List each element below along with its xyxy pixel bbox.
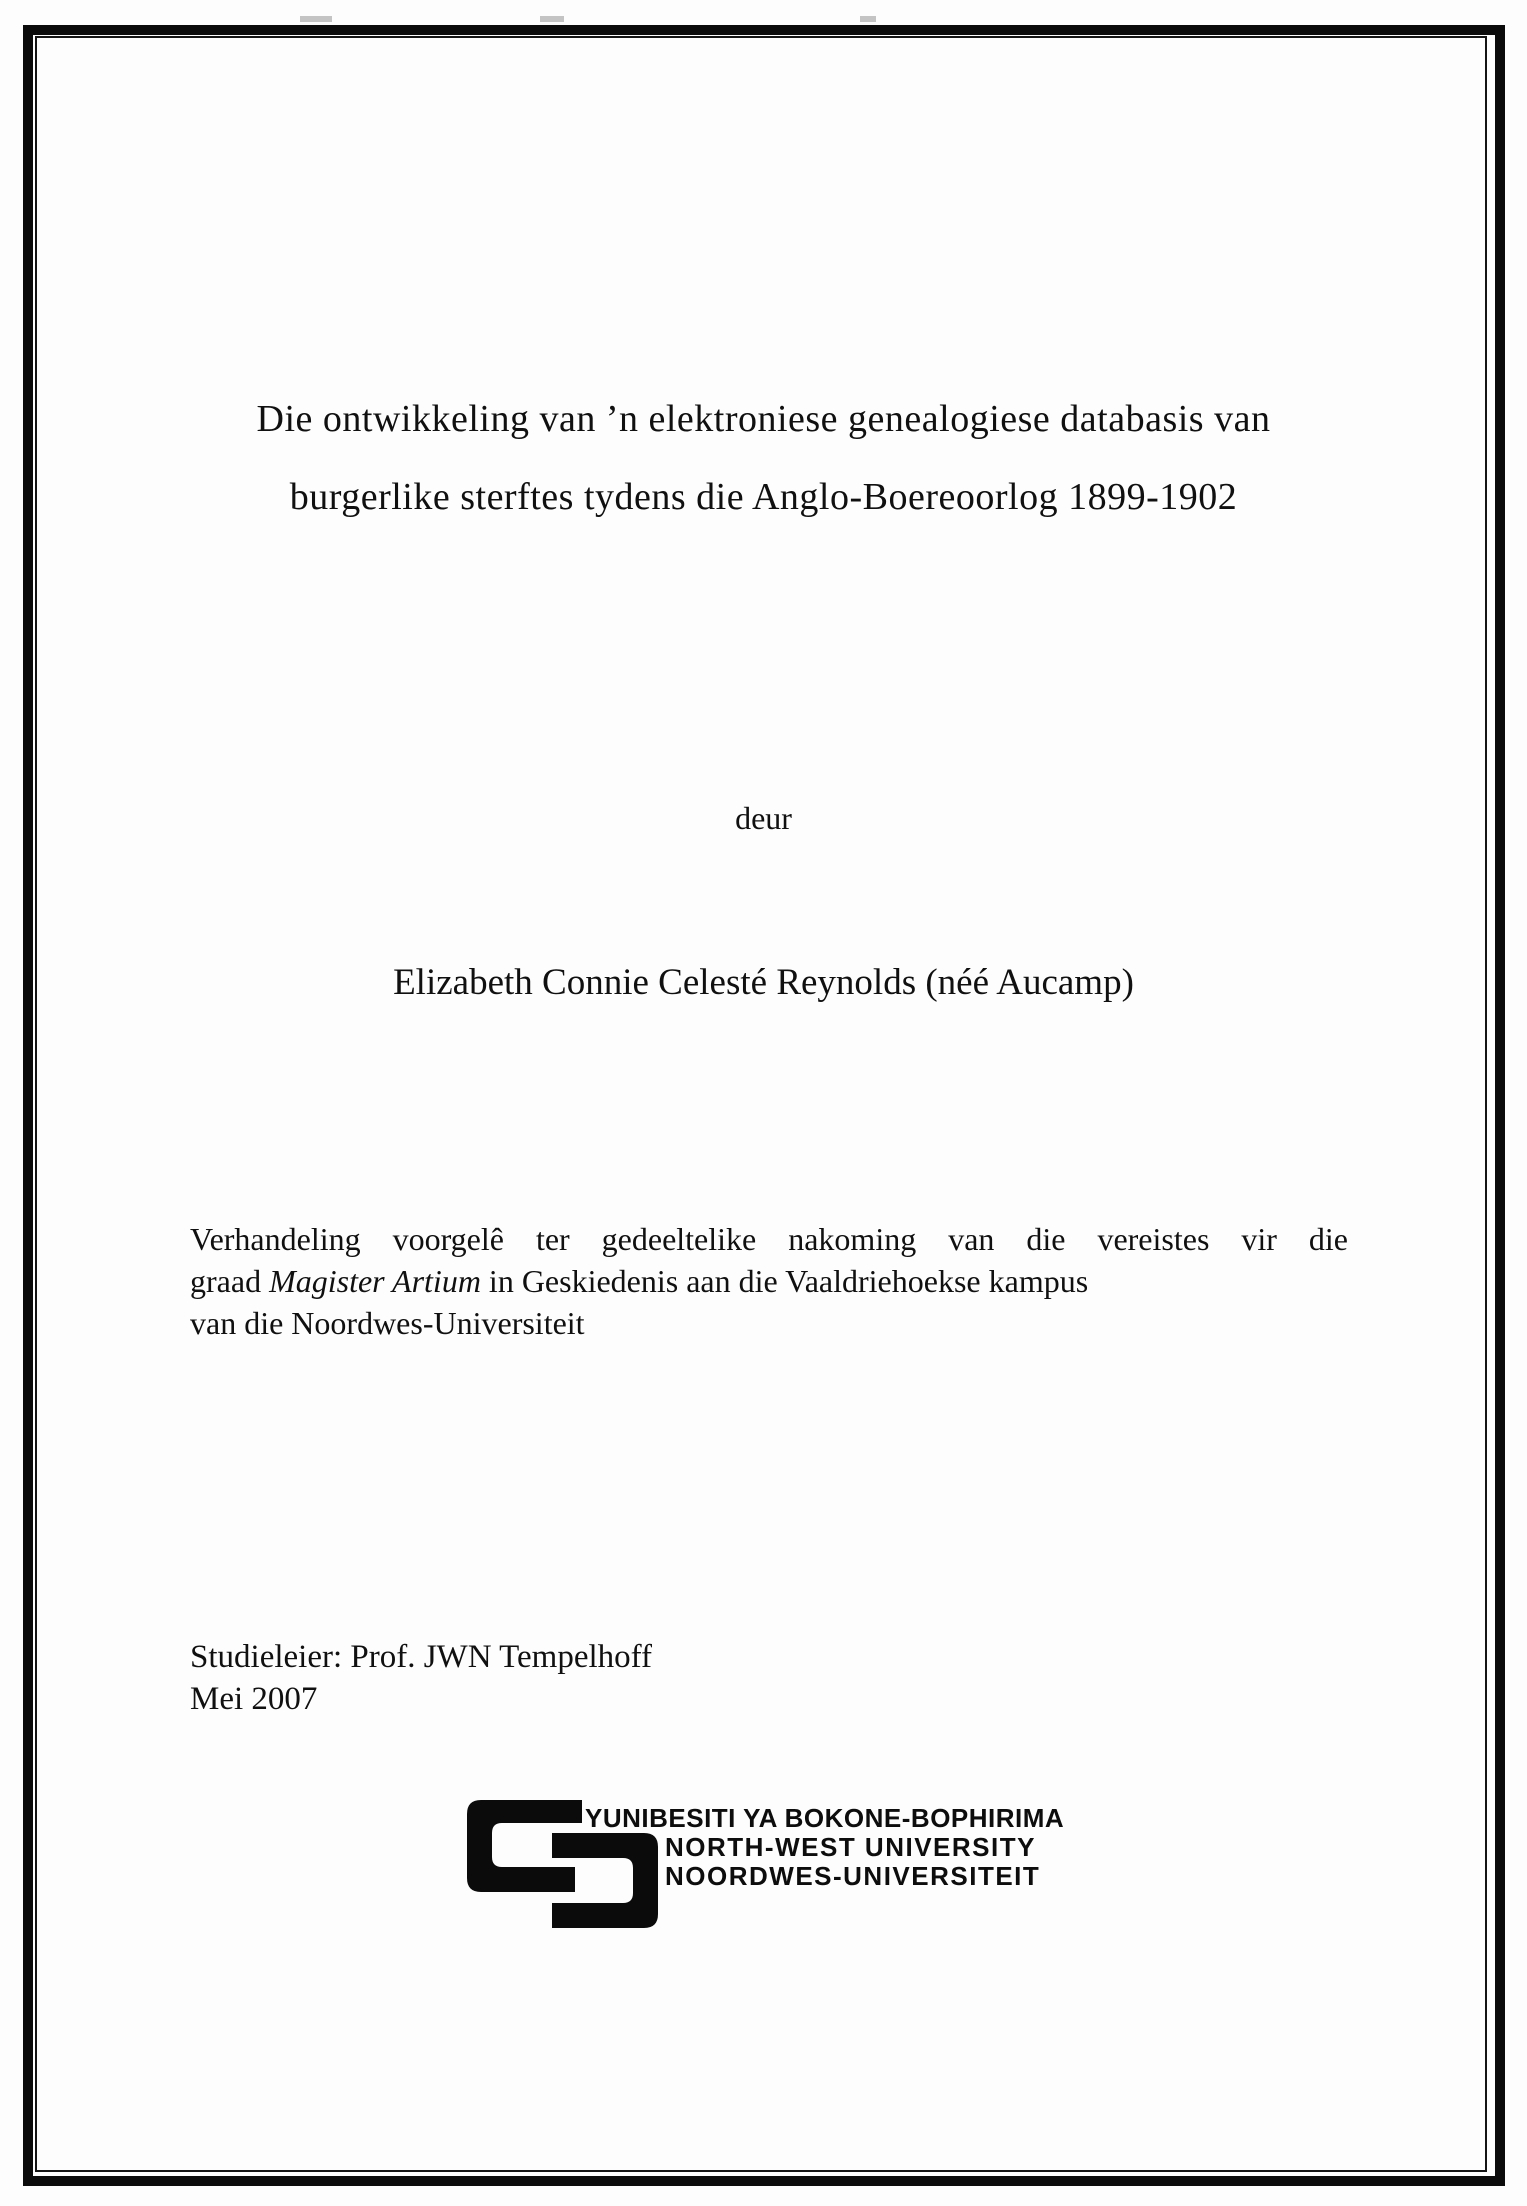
nwu-logo-text	[585, 1804, 1064, 1891]
description-line2-post: in Geskiedenis aan die Vaaldriehoekse kampus	[480, 1263, 1089, 1299]
thesis-description	[190, 1218, 1348, 1344]
supervisor-line: Studieleier: Prof. JWN Tempelhoff	[190, 1639, 653, 1675]
thesis-title-line1: Die ontwikkeling van ’n elektroniese genealogiese databasis van	[256, 398, 1271, 440]
description-line2-pre: graad	[190, 1263, 270, 1299]
scan-noise-artifact	[300, 16, 1100, 22]
author-name: Elizabeth Connie Celesté Reynolds (néé Aucamp)	[393, 962, 1134, 1003]
thesis-title	[95, 380, 1432, 536]
byline-label: deur	[735, 800, 792, 836]
nwu-logo-line2: NORTH-WEST UNIVERSITY	[665, 1832, 1036, 1862]
supervisor-block	[190, 1636, 1090, 1720]
nwu-logo-line1: YUNIBESITI YA BOKONE-BOPHIRIMA	[585, 1803, 1065, 1833]
description-degree-name: Magister Artium	[269, 1263, 481, 1299]
nwu-logo-line3: NOORDWES-UNIVERSITEIT	[665, 1861, 1041, 1891]
description-line2	[190, 1260, 1348, 1302]
description-line1: Verhandeling voorgelê ter gedeeltelike nakoming van die vereistes vir die	[190, 1221, 1348, 1257]
date-line: Mei 2007	[190, 1681, 318, 1717]
description-line3: van die Noordwes-Universiteit	[190, 1305, 585, 1341]
thesis-title-line2: burgerlike sterftes tydens die Anglo-Boereoorlog 1899-1902	[289, 476, 1238, 518]
nwu-logo	[467, 1800, 1107, 1940]
